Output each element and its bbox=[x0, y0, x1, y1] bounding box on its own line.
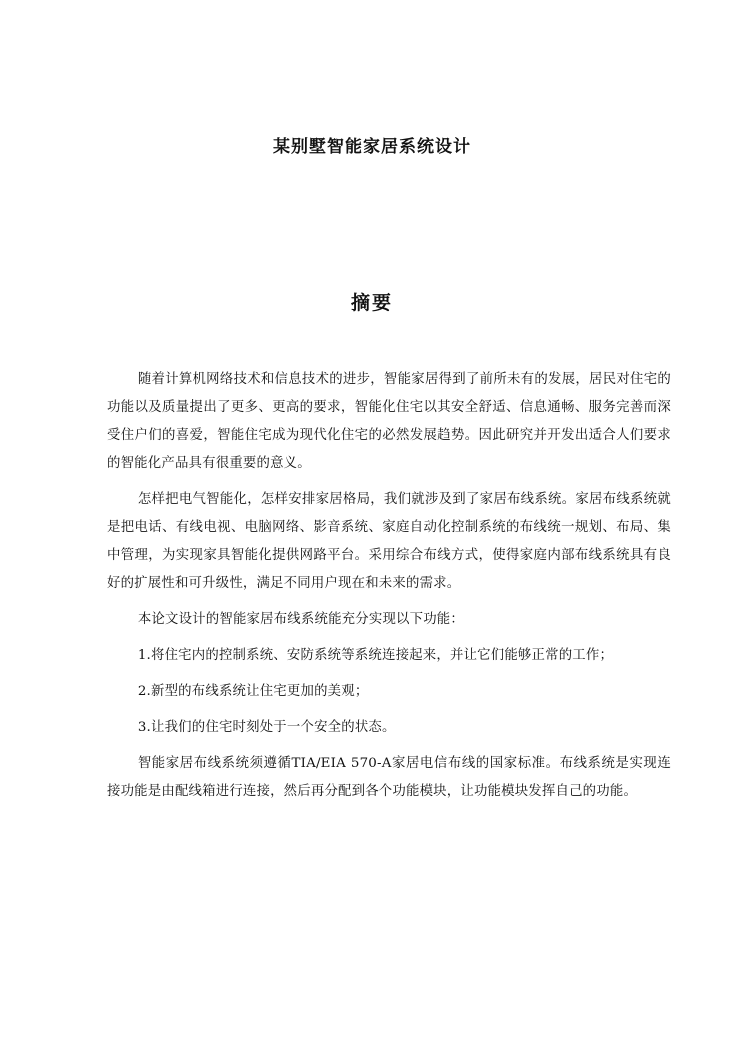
function-item-1: 1.将住宅内的控制系统、安防系统等系统连接起来，并让它们能够正常的工作； bbox=[137, 648, 614, 663]
function-item-2: 2.新型的布线系统让住宅更加的美观； bbox=[137, 684, 369, 699]
abstract-paragraph-3: 本论文设计的智能家居布线系统能充分实现以下功能： bbox=[137, 612, 464, 627]
function-item-3: 3.让我们的住宅时刻处于一个安全的状态。 bbox=[137, 720, 396, 735]
abstract-paragraph-4: 智能家居布线系统须遵循TIA/EIA 570-A家居电信布线的国家标准。布线系统是实现连接功能是由配线箱进行连接，然后再分配到各个功能模块，让功能模块发挥自己的功能。 bbox=[107, 756, 671, 799]
document-title: 某别墅智能家居系统设计 bbox=[273, 137, 471, 157]
abstract-heading: 摘要 bbox=[350, 292, 393, 314]
abstract-body bbox=[107, 366, 671, 806]
abstract-paragraph-1: 随着计算机网络技术和信息技术的进步，智能家居得到了前所未有的发展，居民对住宅的功能以及质量提出了更多、更高的要求，智能化住宅以其安全舒适、信息通畅、服务完善而深受住户们的喜爱，智能住宅成为现代化住宅的必然发展趋势。因此研究并开发出适合人们要求的智能化产品具有很重要的意义。 bbox=[107, 372, 671, 471]
abstract-paragraph-2: 怎样把电气智能化，怎样安排家居格局，我们就涉及到了家居布线系统。家居布线系统就是把电话、有线电视、电脑网络、影音系统、家庭自动化控制系统的布线统一规划、布局、集中管理，为实现家具智能化提供网路平台。采用综合布线方式，使得家庭内部布线系统具有良好的扩展性和可升级性，满足不同用户现在和未来的需求。 bbox=[107, 492, 671, 591]
